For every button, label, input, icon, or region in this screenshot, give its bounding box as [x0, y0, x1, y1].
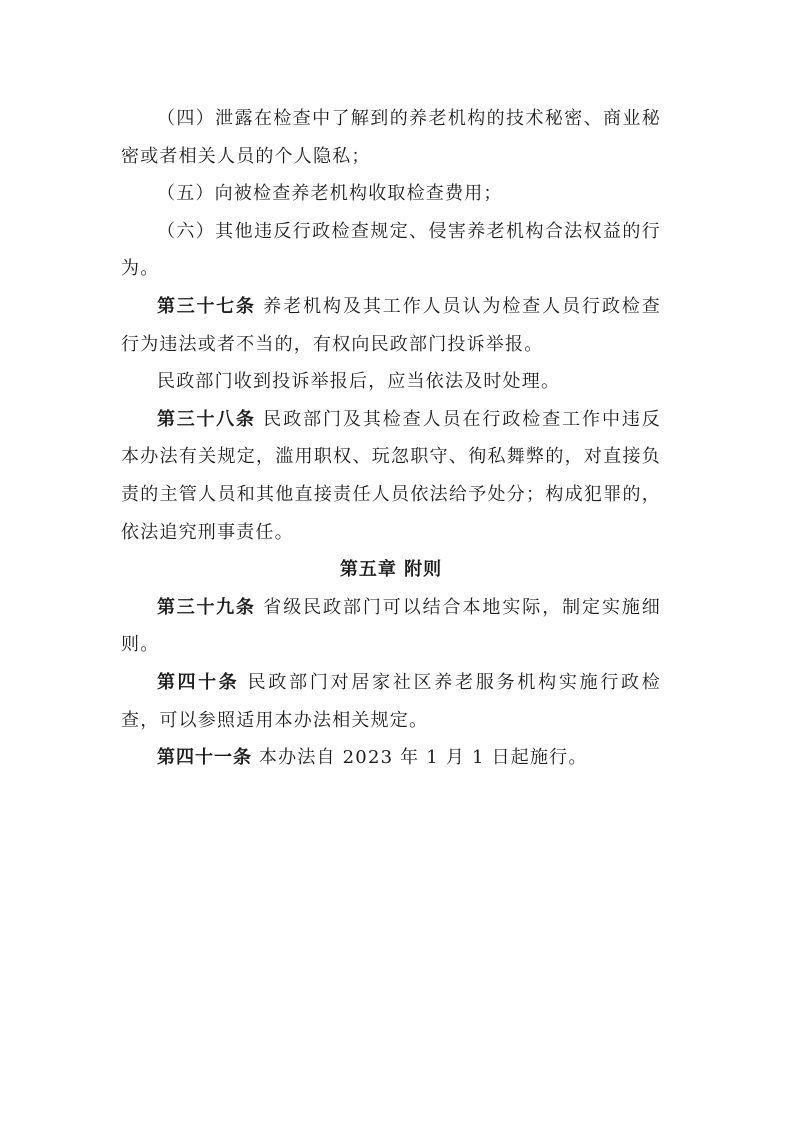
article-40-text: 民政部门对居家社区养老服务机构实施行政检查，可以参照适用本办法相关规定。 [121, 671, 662, 731]
article-37-number: 第三十七条 [157, 295, 256, 317]
article-39-text: 省级民政部门可以结合本地实际，制定实施细则。 [121, 596, 662, 656]
article-39-paragraph [121, 589, 661, 664]
article-41-paragraph [121, 739, 661, 777]
article-41-number: 第四十一条 [157, 747, 252, 769]
article-37-text: 养老机构及其工作人员认为检查人员行政检查行为违法或者不当的，有权向民政部门投诉举报。 [121, 295, 662, 355]
chapter-heading: 第五章 附则 [339, 559, 443, 581]
item-six-paragraph: （六）其他违反行政检查规定、侵害养老机构合法权益的行为。 [121, 220, 661, 280]
article-37-paragraph [121, 288, 661, 363]
item-four-paragraph: （四）泄露在检查中了解到的养老机构的技术秘密、商业秘密或者相关人员的个人隐私； [121, 108, 661, 167]
article-40-number: 第四十条 [157, 671, 240, 693]
article-39-number: 第三十九条 [157, 596, 256, 618]
article-40-paragraph [121, 664, 661, 739]
item-five-paragraph: （五）向被检查养老机构收取检查费用； [157, 183, 503, 205]
article-37-second-paragraph: 民政部门收到投诉举报后，应当依法及时处理。 [157, 371, 561, 393]
article-38-number: 第三十八条 [157, 408, 256, 430]
article-38-paragraph [121, 401, 661, 551]
article-41-text: 本办法自 2023 年 1 月 1 日起施行。 [252, 747, 588, 769]
document-body [121, 100, 661, 777]
article-38-text: 民政部门及其检查人员在行政检查工作中违反本办法有关规定，滥用职权、玩忽职守、徇私舞弊的，对直接负责的主管人员和其他直接责任人员依法给予处分；构成犯罪的，依法追究刑事责任。 [121, 408, 662, 543]
